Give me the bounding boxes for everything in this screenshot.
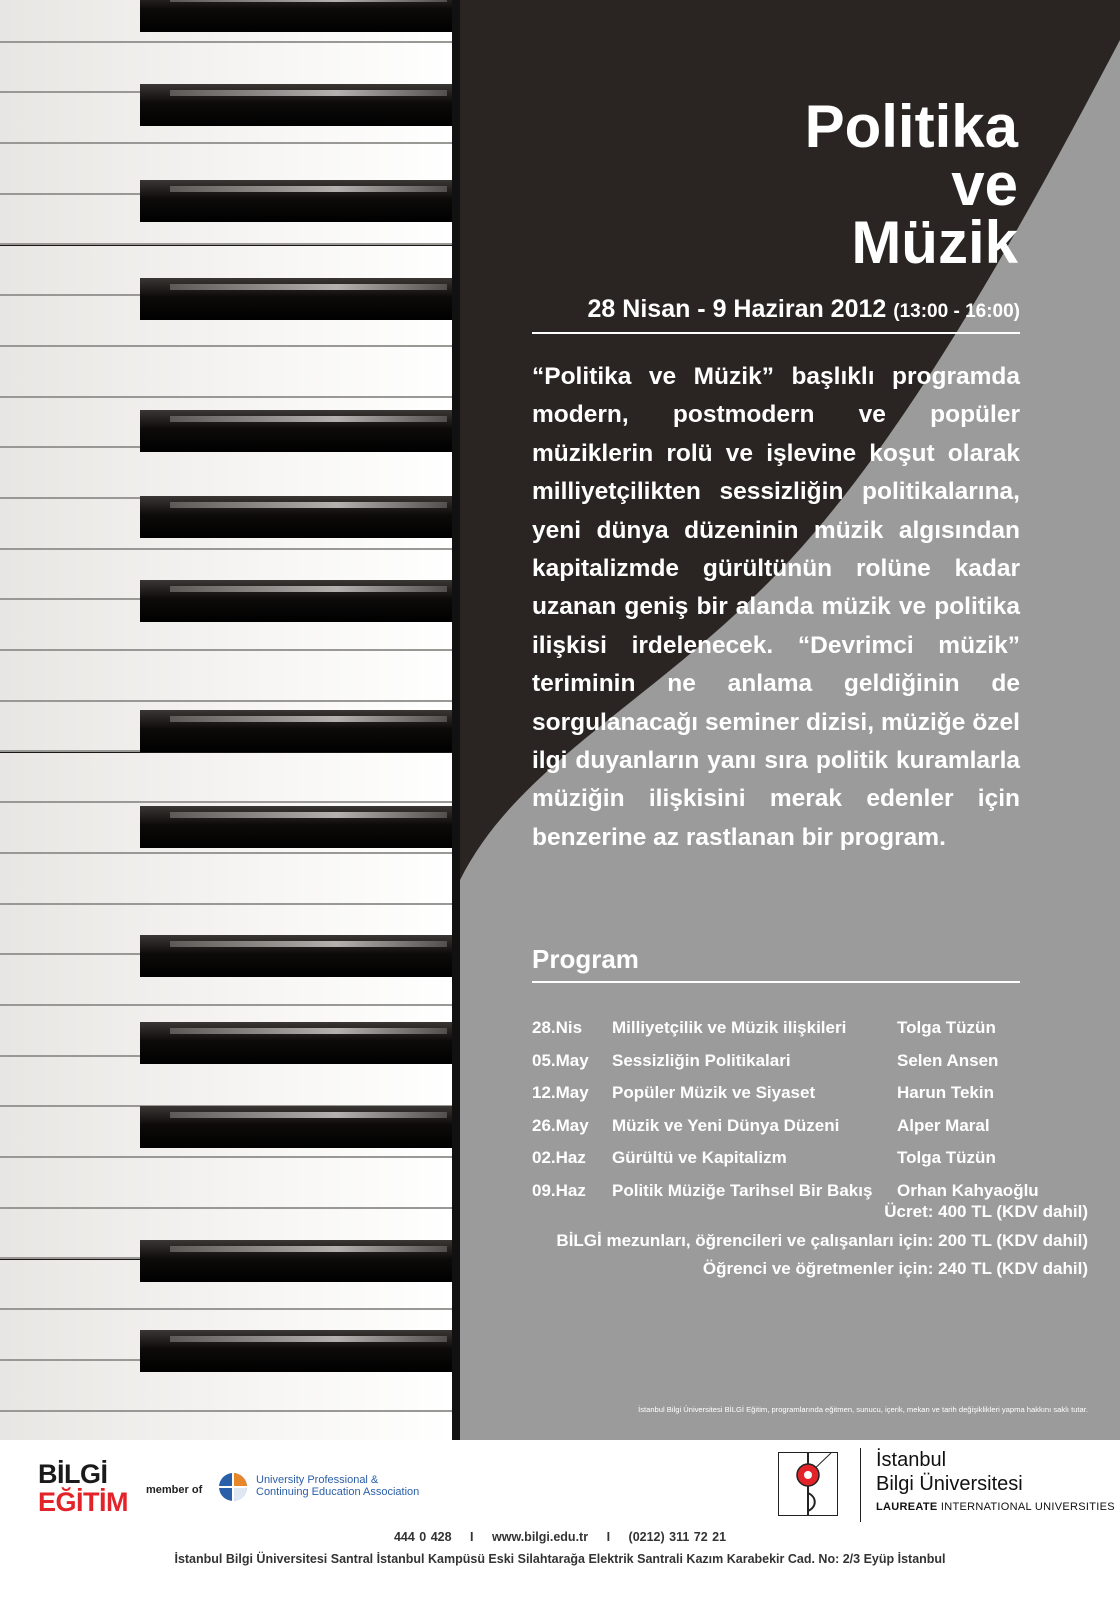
- bilgi-egitim-logo[interactable]: [38, 1460, 128, 1516]
- program-row: [532, 1116, 1039, 1149]
- piano-white-key: [0, 347, 452, 398]
- footer: [0, 1440, 1120, 1600]
- fee-standard: Ücret: 400 TL (KDV dahil): [884, 1202, 1088, 1221]
- piano-black-key: [140, 710, 455, 752]
- program-speaker: Alper Maral: [897, 1115, 990, 1135]
- piano-black-key: [140, 1022, 455, 1064]
- title-line-3: Müzik: [851, 209, 1018, 276]
- piano-white-key: [0, 1057, 452, 1108]
- laureate-rest: INTERNATIONAL UNIVERSITIES: [937, 1501, 1115, 1513]
- piano-black-key: [140, 0, 455, 32]
- program-speaker: Selen Ansen: [897, 1050, 999, 1070]
- piano-black-key: [140, 496, 455, 538]
- piano-black-key: [140, 1330, 455, 1372]
- program-topic: Gürültü ve Kapitalizm: [612, 1148, 787, 1168]
- contact-separator: I: [606, 1530, 611, 1544]
- disclaimer: İstanbul Bilgi Üniversitesi BİLGİ Eğitim, programlarında eğitmen, sunucu, içerik, mekan ve tarih değişiklikleri yapma hakkını saklı tutar.: [638, 1405, 1088, 1414]
- program-topic: Sessizliğin Politikalari: [612, 1050, 791, 1070]
- program-schedule: [532, 1018, 1039, 1214]
- bilgi-logo-line2: EĞİTİM: [38, 1487, 128, 1517]
- piano-black-key: [140, 84, 455, 126]
- campus-address: İstanbul Bilgi Üniversitesi Santral İstanbul Kampüsü Eski Silahtarağa Elektrik Santrali Kazım Karabekir Cad. No: 2/3 Eyüp İstanbul: [174, 1552, 946, 1566]
- piano-keys-image: [0, 0, 460, 1440]
- piano-white-key: [0, 854, 452, 905]
- event-dates: [532, 295, 1020, 334]
- fee-student-teacher: Öğrenci ve öğretmenler için: 240 TL (KDV dahil): [702, 1259, 1088, 1278]
- program-date: 02.Haz: [532, 1148, 586, 1168]
- event-time: (13:00 - 16:00): [893, 301, 1020, 322]
- phone-main[interactable]: 444 0 428: [393, 1530, 452, 1544]
- piano-black-key: [140, 806, 455, 848]
- piano-black-key: [140, 1106, 455, 1148]
- title-line-1: Politika: [804, 93, 1018, 160]
- piano-black-key: [140, 935, 455, 977]
- piano-black-key: [140, 410, 455, 452]
- program-speaker: Harun Tekin: [897, 1083, 994, 1103]
- program-date: 28.Nis: [532, 1018, 583, 1037]
- program-topic: Milliyetçilik ve Müzik ilişkileri: [612, 1018, 847, 1037]
- contact-line: [0, 1530, 1120, 1544]
- program-date: 09.Haz: [532, 1180, 586, 1200]
- title-line-2: ve: [951, 151, 1018, 218]
- fee-info: [556, 1198, 1088, 1284]
- member-of-label: member of: [146, 1484, 203, 1496]
- laureate-bold: LAUREATE: [876, 1501, 938, 1513]
- program-date: 12.May: [532, 1083, 589, 1103]
- program-topic: Müzik ve Yeni Dünya Düzeni: [612, 1115, 840, 1135]
- date-range: 28 Nisan - 9 Haziran 2012: [587, 295, 887, 323]
- program-row: [532, 1083, 1039, 1116]
- piano-black-key: [140, 180, 455, 222]
- piano-black-key: [140, 580, 455, 622]
- piano-white-key: [0, 753, 452, 804]
- piano-black-key: [140, 278, 455, 320]
- upcea-logo-text: [256, 1474, 419, 1498]
- fee-bilgi: BİLGİ mezunları, öğrencileri ve çalışanları için: 200 TL (KDV dahil): [556, 1230, 1088, 1250]
- piano-white-key: [0, 1412, 452, 1440]
- program-date: 26.May: [532, 1115, 589, 1135]
- program-row: [532, 1018, 1039, 1051]
- phone-secondary[interactable]: (0212) 311 72 21: [628, 1530, 727, 1544]
- program-speaker: Orhan Kahyaoğlu: [897, 1180, 1039, 1200]
- keyboard-edge: [452, 0, 460, 1440]
- ibu-logo-text: [876, 1448, 1115, 1516]
- contact-separator: I: [470, 1530, 474, 1544]
- website-link[interactable]: www.bilgi.edu.tr: [492, 1530, 589, 1544]
- piano-white-key: [0, 651, 452, 702]
- piano-black-key: [140, 1240, 455, 1282]
- program-row: [532, 1051, 1039, 1084]
- poster-title: [804, 93, 1018, 276]
- program-heading: Program: [532, 944, 1020, 983]
- ibu-divider: [860, 1448, 861, 1522]
- ibu-line1: İstanbul: [876, 1449, 947, 1471]
- program-topic: Politik Müziğe Tarihsel Bir Bakış: [612, 1180, 873, 1200]
- upcea-line1: University Professional &: [256, 1474, 379, 1486]
- ibu-seal-icon: [778, 1452, 838, 1516]
- program-topic: Popüler Müzik ve Siyaset: [612, 1083, 816, 1103]
- laureate-tagline: [876, 1498, 1115, 1516]
- program-speaker: Tolga Tüzün: [897, 1018, 996, 1037]
- upcea-line2: Continuing Education Association: [256, 1486, 420, 1498]
- piano-white-key: [0, 448, 452, 499]
- bilgi-logo-line1: BİLGİ: [38, 1459, 108, 1489]
- program-row: [532, 1148, 1039, 1181]
- upcea-logo-icon: [218, 1472, 248, 1502]
- ibu-line2: Bilgi Üniversitesi: [876, 1473, 1023, 1495]
- piano-white-key: [0, 1158, 452, 1209]
- program-speaker: Tolga Tüzün: [897, 1148, 996, 1168]
- program-description: “Politika ve Müzik” başlıklı programda modern, postmodern ve popüler müziklerin rolü ve işlevine koşut olarak milliyetçilikten sessizliğin politikalarına, yeni dünya düzeninin müzik algısından kapitalizmde gürültünün rolüne kadar uzanan geniş bir alanda müzik ve politika ilişkisi irdelenecek. “Devrimci müzik” teriminin ne anlama geldiğinin de sorgulanacağı seminer dizisi, müziğe özel ilgi duyanların yanı sıra politik kuramlarla müziğin ilişkisini merak edenler için benzerine az rastlanan bir program.: [532, 363, 1020, 851]
- program-date: 05.May: [532, 1050, 589, 1070]
